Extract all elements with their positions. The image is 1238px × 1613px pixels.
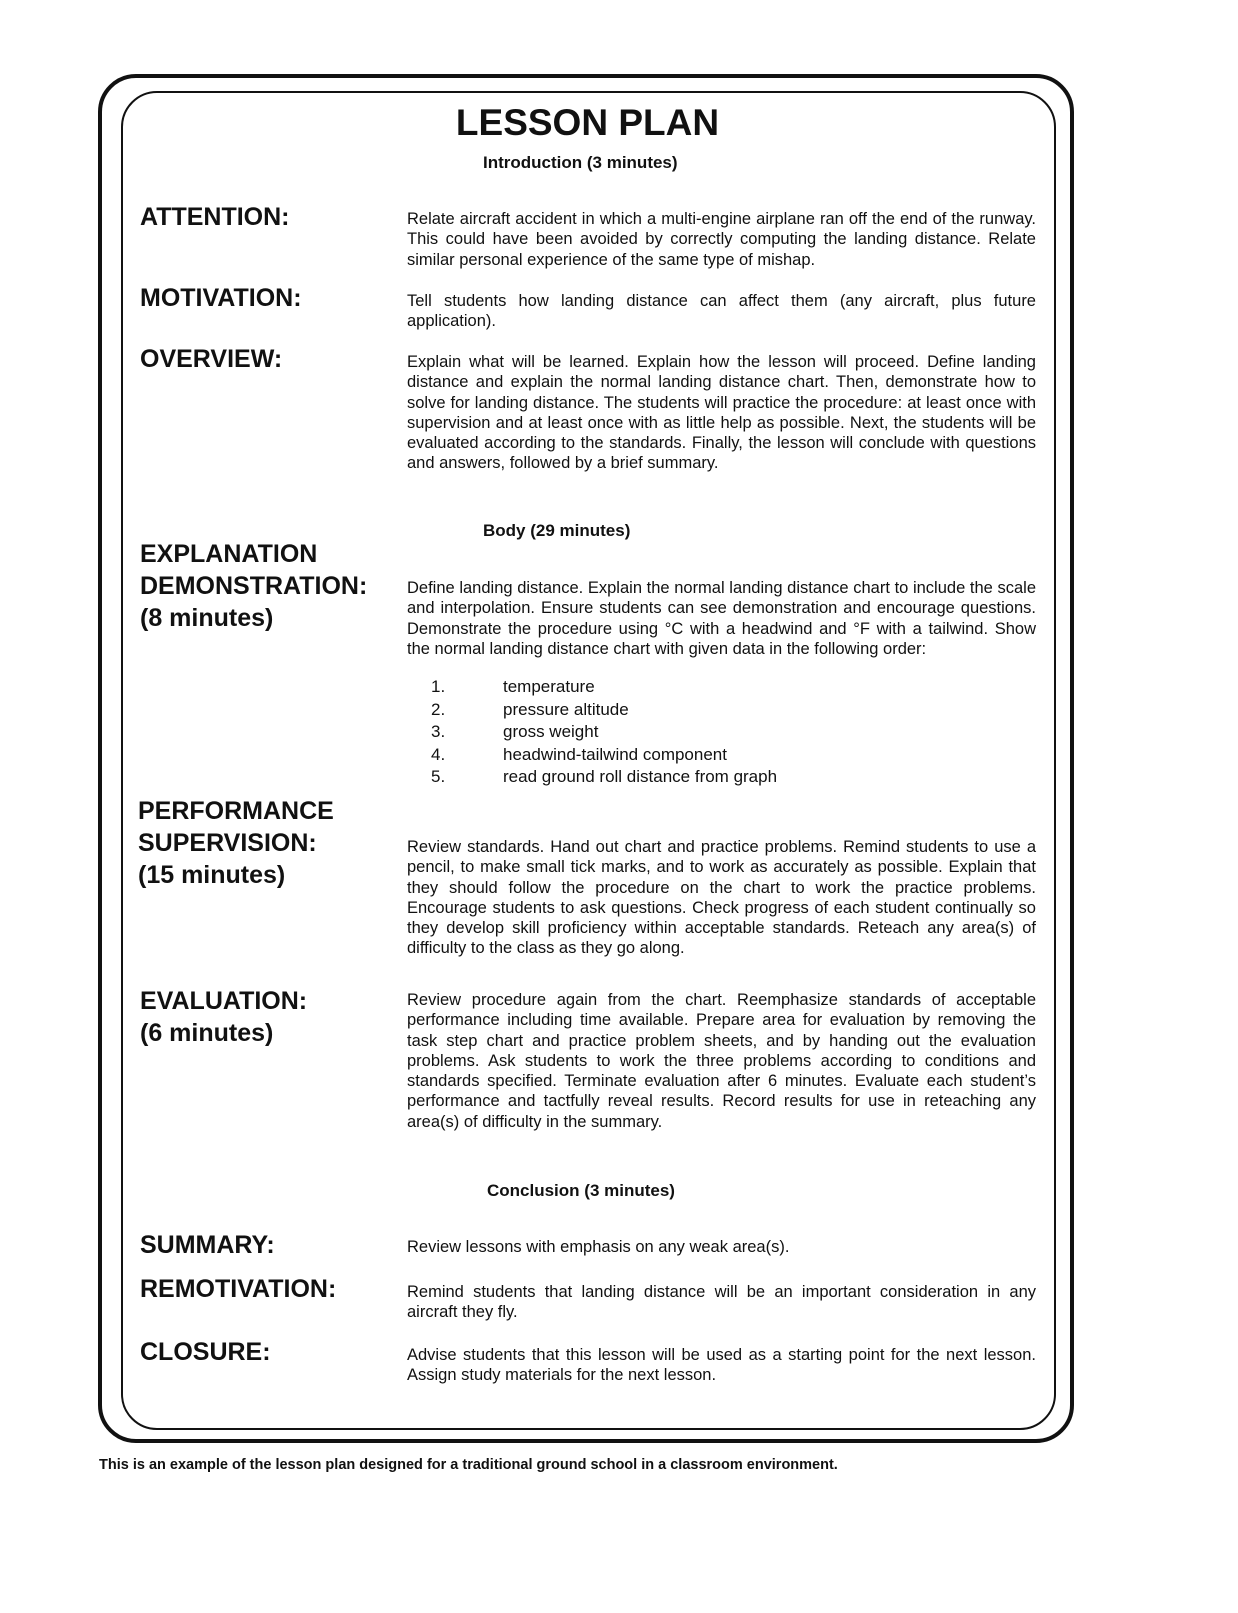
label-evaluation (140, 985, 307, 1049)
label-attention: ATTENTION: (140, 203, 290, 231)
text-performance: Review standards. Hand out chart and practice problems. Remind students to use a pencil, to make small tick marks, and to work as accurately as possible. Explain that they should follow the procedure on the chart to work the practice problems. Encourage students to ask questions. Check progress of each student continually so they develop skill proficiency within acceptable standards. Reteach any area(s) of difficulty to the class as they go along. (407, 838, 1036, 958)
text-motivation: Tell students how landing distance can affect them (any aircraft, plus future application). (407, 292, 1036, 331)
label-motivation: MOTIVATION: (140, 284, 302, 312)
label-evaluation-line2: (6 minutes) (140, 1019, 274, 1047)
list-item: 3. gross weight (431, 722, 599, 741)
section-heading-body: Body (29 minutes) (483, 521, 631, 540)
text-attention: Relate aircraft accident in which a multi-engine airplane ran off the end of the runway. This could have been avoided by correctly computing the landing distance. Relate similar personal experience of the same type of mishap. (407, 210, 1036, 269)
text-remotivation: Remind students that landing distance will be an important consideration in any aircraft they fly. (407, 1283, 1036, 1322)
figure-caption: This is an example of the lesson plan designed for a traditional ground school in a classroom environment. (99, 1457, 838, 1473)
label-remotivation: REMOTIVATION: (140, 1275, 337, 1303)
label-performance-line1: PERFORMANCE (138, 797, 334, 825)
label-explanation (140, 538, 367, 634)
list-item: 1. temperature (431, 677, 595, 696)
label-summary: SUMMARY: (140, 1231, 275, 1259)
text-explanation: Define landing distance. Explain the normal landing distance chart to include the scale and interpolation. Ensure students can see demonstration and encourage questions. Demonstrate the procedure using °C with a headwind and °F with a tailwind. Show the normal landing distance chart with given data in the following order: (407, 579, 1036, 658)
label-explanation-line1: EXPLANATION (140, 540, 318, 568)
label-closure: CLOSURE: (140, 1338, 271, 1366)
list-item: 4. headwind-tailwind component (431, 744, 727, 764)
list-item: 5. read ground roll distance from graph (431, 767, 778, 786)
page-title: LESSON PLAN (455, 102, 720, 143)
text-summary: Review lessons with emphasis on any weak area(s). (407, 1238, 790, 1256)
text-overview: Explain what will be learned. Explain how the lesson will proceed. Define landing distance and explain the normal landing distance chart. Then, demonstrate how to solve for landing distance. The students will practice the procedure: at least once with supervision and at least once with as little help as possible. Next, the students will be evaluated according to the standards. Finally, the lesson will conclude with questions and answers, followed by a brief summary. (407, 353, 1036, 473)
label-overview: OVERVIEW: (140, 345, 283, 373)
ordered-list (407, 676, 777, 789)
label-performance-line2: SUPERVISION: (138, 829, 317, 857)
label-performance-line3: (15 minutes) (138, 861, 286, 889)
label-evaluation-line1: EVALUATION: (140, 987, 308, 1015)
section-heading-introduction: Introduction (3 minutes) (483, 153, 678, 172)
text-closure: Advise students that this lesson will be used as a starting point for the next lesson. Assign study materials for the next lesson. (407, 1346, 1036, 1385)
label-explanation-line2: DEMONSTRATION: (140, 572, 368, 600)
text-evaluation: Review procedure again from the chart. Reemphasize standards of acceptable performance including time available. Prepare area for evaluation by removing the task step chart and practice problem sheets, and by handing out the evaluation problems. Ask students to work the three problems according to conditions and standards specified. Terminate evaluation after 6 minutes. Evaluate each student’s performance and tactfully reveal results. Record results for use in reteaching any area(s) of difficulty in the summary. (407, 991, 1036, 1131)
list-item: 2. pressure altitude (431, 699, 629, 719)
label-performance (138, 795, 334, 891)
section-heading-conclusion: Conclusion (3 minutes) (487, 1181, 675, 1200)
label-explanation-line3: (8 minutes) (140, 604, 274, 632)
